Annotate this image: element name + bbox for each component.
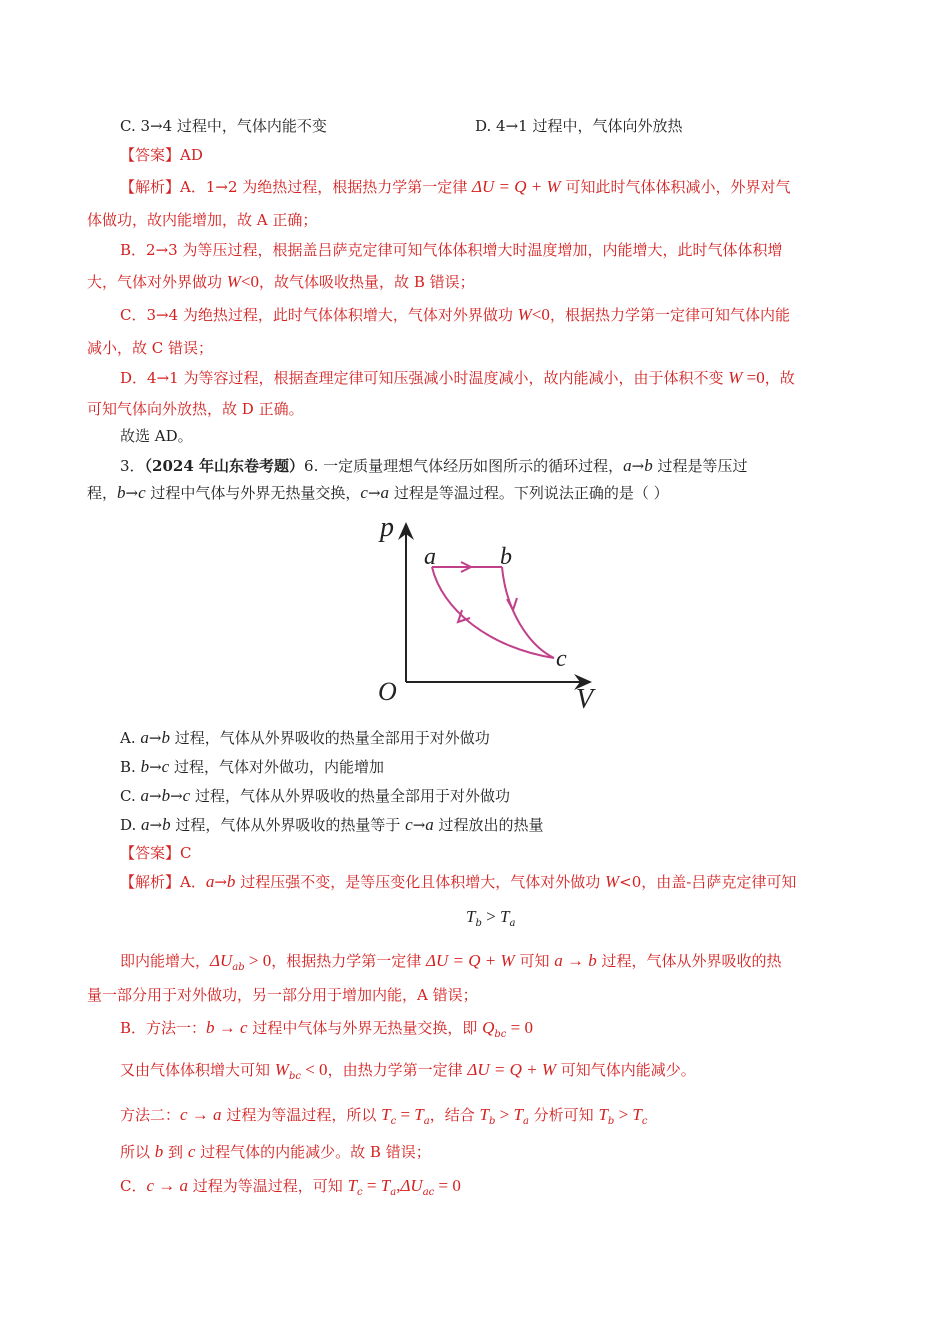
text-fragment: 过程，气体从外界吸收的热	[596, 952, 782, 970]
text-line	[120, 815, 544, 835]
math-fragment: c → a	[146, 1176, 189, 1195]
math-fragment: =	[362, 1176, 381, 1195]
math-fragment: a	[423, 1116, 430, 1127]
text-fragment: D. 4→1 过程中，气体向外放热	[475, 117, 683, 135]
text-fragment: D．4→1 为等容过程，根据查理定律可知压强减小时温度减小，故内能减小，由于体积不变	[120, 369, 729, 387]
math-fragment: W	[226, 272, 241, 291]
math-fragment: ΔU = Q + W	[426, 951, 515, 970]
text-line	[120, 1060, 696, 1087]
math-fragment: b	[161, 786, 171, 805]
text-fragment: 所以	[120, 1143, 155, 1161]
math-fragment: T	[347, 1176, 358, 1195]
text-line	[120, 951, 782, 978]
text-fragment: D.	[120, 816, 142, 834]
arrow-bc	[507, 598, 517, 610]
text-line	[120, 728, 490, 748]
math-fragment: ΔU = Q + W	[467, 1060, 556, 1079]
label-c: c	[556, 646, 567, 672]
text-fragment: 过程，气体对外做功，内能增加	[169, 758, 384, 776]
text-fragment: 分析可知	[528, 1106, 599, 1124]
text-fragment: 过程，气体从外界吸收的热量全部用于对外做功	[190, 787, 510, 805]
math-fragment: ,	[396, 1176, 401, 1195]
text-line	[120, 456, 747, 476]
text-line	[87, 210, 317, 230]
math-fragment: a	[140, 786, 149, 805]
math-fragment: ΔU	[210, 951, 233, 970]
text-fragment: →	[149, 816, 163, 834]
math-fragment: c	[405, 815, 413, 834]
text-fragment: 体做功，故内能增加，故 A 正确；	[87, 211, 318, 229]
text-fragment: 大，气体对外界做功	[87, 273, 227, 291]
text-line	[120, 116, 327, 136]
math-fragment: T	[598, 1105, 608, 1124]
text-line	[466, 907, 515, 934]
text-line	[120, 843, 191, 863]
label-v: V	[576, 684, 594, 715]
math-fragment: W	[604, 872, 620, 891]
text-fragment: 3．	[120, 457, 145, 475]
math-fragment: <0	[531, 305, 550, 324]
math-fragment: a	[390, 1187, 397, 1198]
math-fragment: b	[161, 728, 170, 747]
math-fragment: c	[390, 1116, 397, 1127]
math-fragment: W	[517, 305, 532, 324]
text-fragment: →	[125, 484, 139, 502]
math-fragment: c → a	[180, 1105, 222, 1124]
text-fragment: ，结合	[429, 1106, 480, 1124]
text-fragment: 过程中气体与外界无热量交换，即	[247, 1019, 483, 1037]
text-line	[120, 368, 795, 388]
text-fragment: 过程中气体与外界无热量交换，	[145, 484, 361, 502]
text-fragment: 过程，气体从外界吸收的热量等于	[170, 816, 406, 834]
math-fragment: > 0	[244, 951, 272, 970]
text-fragment: 即内能增大，	[120, 952, 211, 970]
text-fragment: 量一部分用于对外做功，另一部分用于增加内能，A 错误；	[87, 986, 478, 1004]
text-fragment: 又由气体体积增大可知	[120, 1061, 275, 1079]
text-fragment: 【解析】A．1→2 为绝热过程，根据热力学第一定律	[120, 178, 473, 196]
text-fragment: 可知气体内能减少。	[555, 1061, 696, 1079]
text-fragment: 减小，故 C 错误；	[87, 339, 214, 357]
text-fragment: C. 3→4 过程中，气体内能不变	[120, 117, 327, 135]
text-fragment: （2024 年山东卷考题）	[144, 457, 305, 475]
text-fragment: ，根据热力学第一定律	[271, 952, 427, 970]
math-fragment: b	[162, 815, 171, 834]
math-fragment: b	[475, 918, 482, 929]
text-line	[475, 116, 682, 136]
text-fragment: 过程气体的内能减少。故 B 错误；	[195, 1143, 431, 1161]
text-line	[120, 786, 510, 806]
math-fragment: a	[623, 456, 632, 475]
label-origin: O	[378, 677, 397, 706]
math-fragment: >	[481, 907, 500, 926]
text-fragment: B．方法一：	[120, 1019, 207, 1037]
math-fragment: >	[495, 1105, 514, 1124]
math-fragment: a	[205, 872, 215, 891]
text-fragment: 过程，气体从外界吸收的热量全部用于对外做功	[169, 729, 490, 747]
text-fragment: 6. 一定质量理想气体经历如图所示的循环过程，	[304, 457, 624, 475]
math-fragment: T	[380, 1176, 391, 1195]
math-fragment: <0	[240, 272, 260, 291]
math-fragment: c	[357, 1187, 363, 1198]
text-line	[120, 177, 790, 197]
text-fragment: →	[412, 816, 426, 834]
math-fragment: = 0	[434, 1176, 461, 1195]
math-fragment: T	[513, 1105, 523, 1124]
text-fragment: 【解析】A．	[120, 873, 206, 891]
text-line	[87, 399, 304, 419]
text-fragment: 【答案】AD	[120, 146, 203, 164]
text-line	[120, 145, 203, 165]
pv-diagram	[370, 510, 610, 715]
text-fragment: C.	[120, 787, 141, 805]
math-fragment: b	[226, 872, 236, 891]
math-fragment: Q	[482, 1018, 495, 1037]
math-fragment: bc	[288, 1071, 301, 1082]
math-fragment: b	[644, 456, 653, 475]
text-fragment: →	[214, 873, 227, 891]
text-fragment: 可知气体向外放热，故 D 正确。	[87, 400, 304, 418]
text-line	[120, 757, 384, 777]
math-fragment: b → c	[206, 1018, 248, 1037]
math-fragment: T	[414, 1105, 424, 1124]
text-line	[120, 426, 193, 446]
math-fragment: ΔU	[400, 1176, 423, 1195]
math-fragment: ΔU = Q + W	[472, 177, 561, 196]
math-fragment: >	[614, 1105, 633, 1124]
math-fragment: a	[509, 918, 516, 929]
math-fragment: ab	[232, 962, 245, 973]
text-fragment: →	[148, 787, 162, 805]
text-line	[120, 1176, 461, 1203]
text-fragment: →	[631, 457, 645, 475]
math-fragment: = 0	[506, 1018, 534, 1037]
text-line	[87, 483, 669, 503]
text-line	[120, 1018, 533, 1045]
text-line	[87, 985, 478, 1005]
math-fragment: c	[641, 1116, 648, 1127]
text-fragment: ，由热力学第一定律	[327, 1061, 468, 1079]
curve-bc	[502, 567, 554, 658]
text-fragment: 过程是等压过	[652, 457, 748, 475]
label-p: p	[380, 512, 394, 543]
text-fragment: A.	[120, 729, 141, 747]
text-fragment: 过程是等温过程。下列说法正确的是（ ）	[389, 484, 669, 502]
math-fragment: T	[381, 1105, 391, 1124]
text-line	[120, 872, 796, 892]
text-fragment: 过程为等温过程，所以	[221, 1106, 382, 1124]
math-fragment: b	[488, 1116, 496, 1127]
label-b: b	[500, 544, 512, 570]
text-fragment: B.	[120, 758, 141, 776]
text-fragment: <0，由盖-吕萨克定律可知	[619, 873, 797, 891]
math-fragment: a	[140, 728, 149, 747]
text-fragment: →	[367, 484, 381, 502]
math-fragment: a	[522, 1116, 529, 1127]
text-fragment: →	[148, 729, 162, 747]
math-fragment: c	[138, 483, 146, 502]
math-fragment: c	[182, 786, 191, 805]
math-fragment: =	[396, 1105, 415, 1124]
text-line	[120, 240, 782, 260]
math-fragment: T	[466, 907, 476, 926]
math-fragment: W	[274, 1060, 289, 1079]
text-fragment: 过程压强不变，是等压变化且体积增大，气体对外做功	[235, 873, 605, 891]
text-line	[120, 1142, 431, 1162]
text-fragment: 可知此时气体体积减小，外界对气	[560, 178, 791, 196]
math-fragment: a	[380, 483, 390, 502]
math-fragment: b	[140, 757, 150, 776]
text-fragment: B．2→3 为等压过程，根据盖吕萨克定律可知气体体积增大时温度增加，内能增大，此时气体体积增	[120, 241, 783, 259]
text-fragment: 到	[163, 1143, 188, 1161]
text-line	[120, 305, 790, 325]
text-fragment: ，根据热力学第一定律可知气体内能	[549, 306, 790, 324]
text-fragment: 过程为等温过程，可知	[188, 1177, 348, 1195]
math-fragment: a	[141, 815, 150, 834]
text-fragment: C．	[120, 1177, 147, 1195]
text-fragment: ，故气体吸收热量，故 B 错误；	[259, 273, 475, 291]
math-fragment: c	[360, 483, 368, 502]
text-line	[120, 1105, 648, 1132]
math-fragment: c	[161, 757, 170, 776]
math-fragment: a	[425, 815, 434, 834]
math-fragment: c	[187, 1142, 196, 1161]
text-fragment: →	[149, 758, 162, 776]
text-fragment: →	[170, 787, 183, 805]
text-fragment: 故选 AD。	[120, 427, 193, 445]
math-fragment: T	[479, 1105, 489, 1124]
math-fragment: bc	[494, 1029, 507, 1040]
text-fragment: 过程放出的热量	[433, 816, 544, 834]
math-fragment: a → b	[554, 951, 597, 970]
text-fragment: 程，	[87, 484, 118, 502]
math-fragment: T	[499, 907, 510, 926]
math-fragment: =0	[742, 368, 765, 387]
math-fragment: ac	[422, 1187, 435, 1198]
text-fragment: ，故	[764, 369, 795, 387]
text-fragment: C．3→4 为绝热过程，此时气体体积增大，气体对外界做功	[120, 306, 518, 324]
label-a: a	[424, 544, 436, 570]
text-line	[87, 338, 213, 358]
text-line	[87, 272, 475, 292]
math-fragment: b	[117, 483, 126, 502]
math-fragment: b	[607, 1116, 615, 1127]
math-fragment: W	[728, 368, 743, 387]
text-fragment: 方法二：	[120, 1106, 181, 1124]
math-fragment: b	[154, 1142, 164, 1161]
math-fragment: T	[632, 1105, 642, 1124]
math-fragment: < 0	[300, 1060, 328, 1079]
text-fragment: 可知	[514, 952, 555, 970]
text-fragment: 【答案】C	[120, 844, 192, 862]
